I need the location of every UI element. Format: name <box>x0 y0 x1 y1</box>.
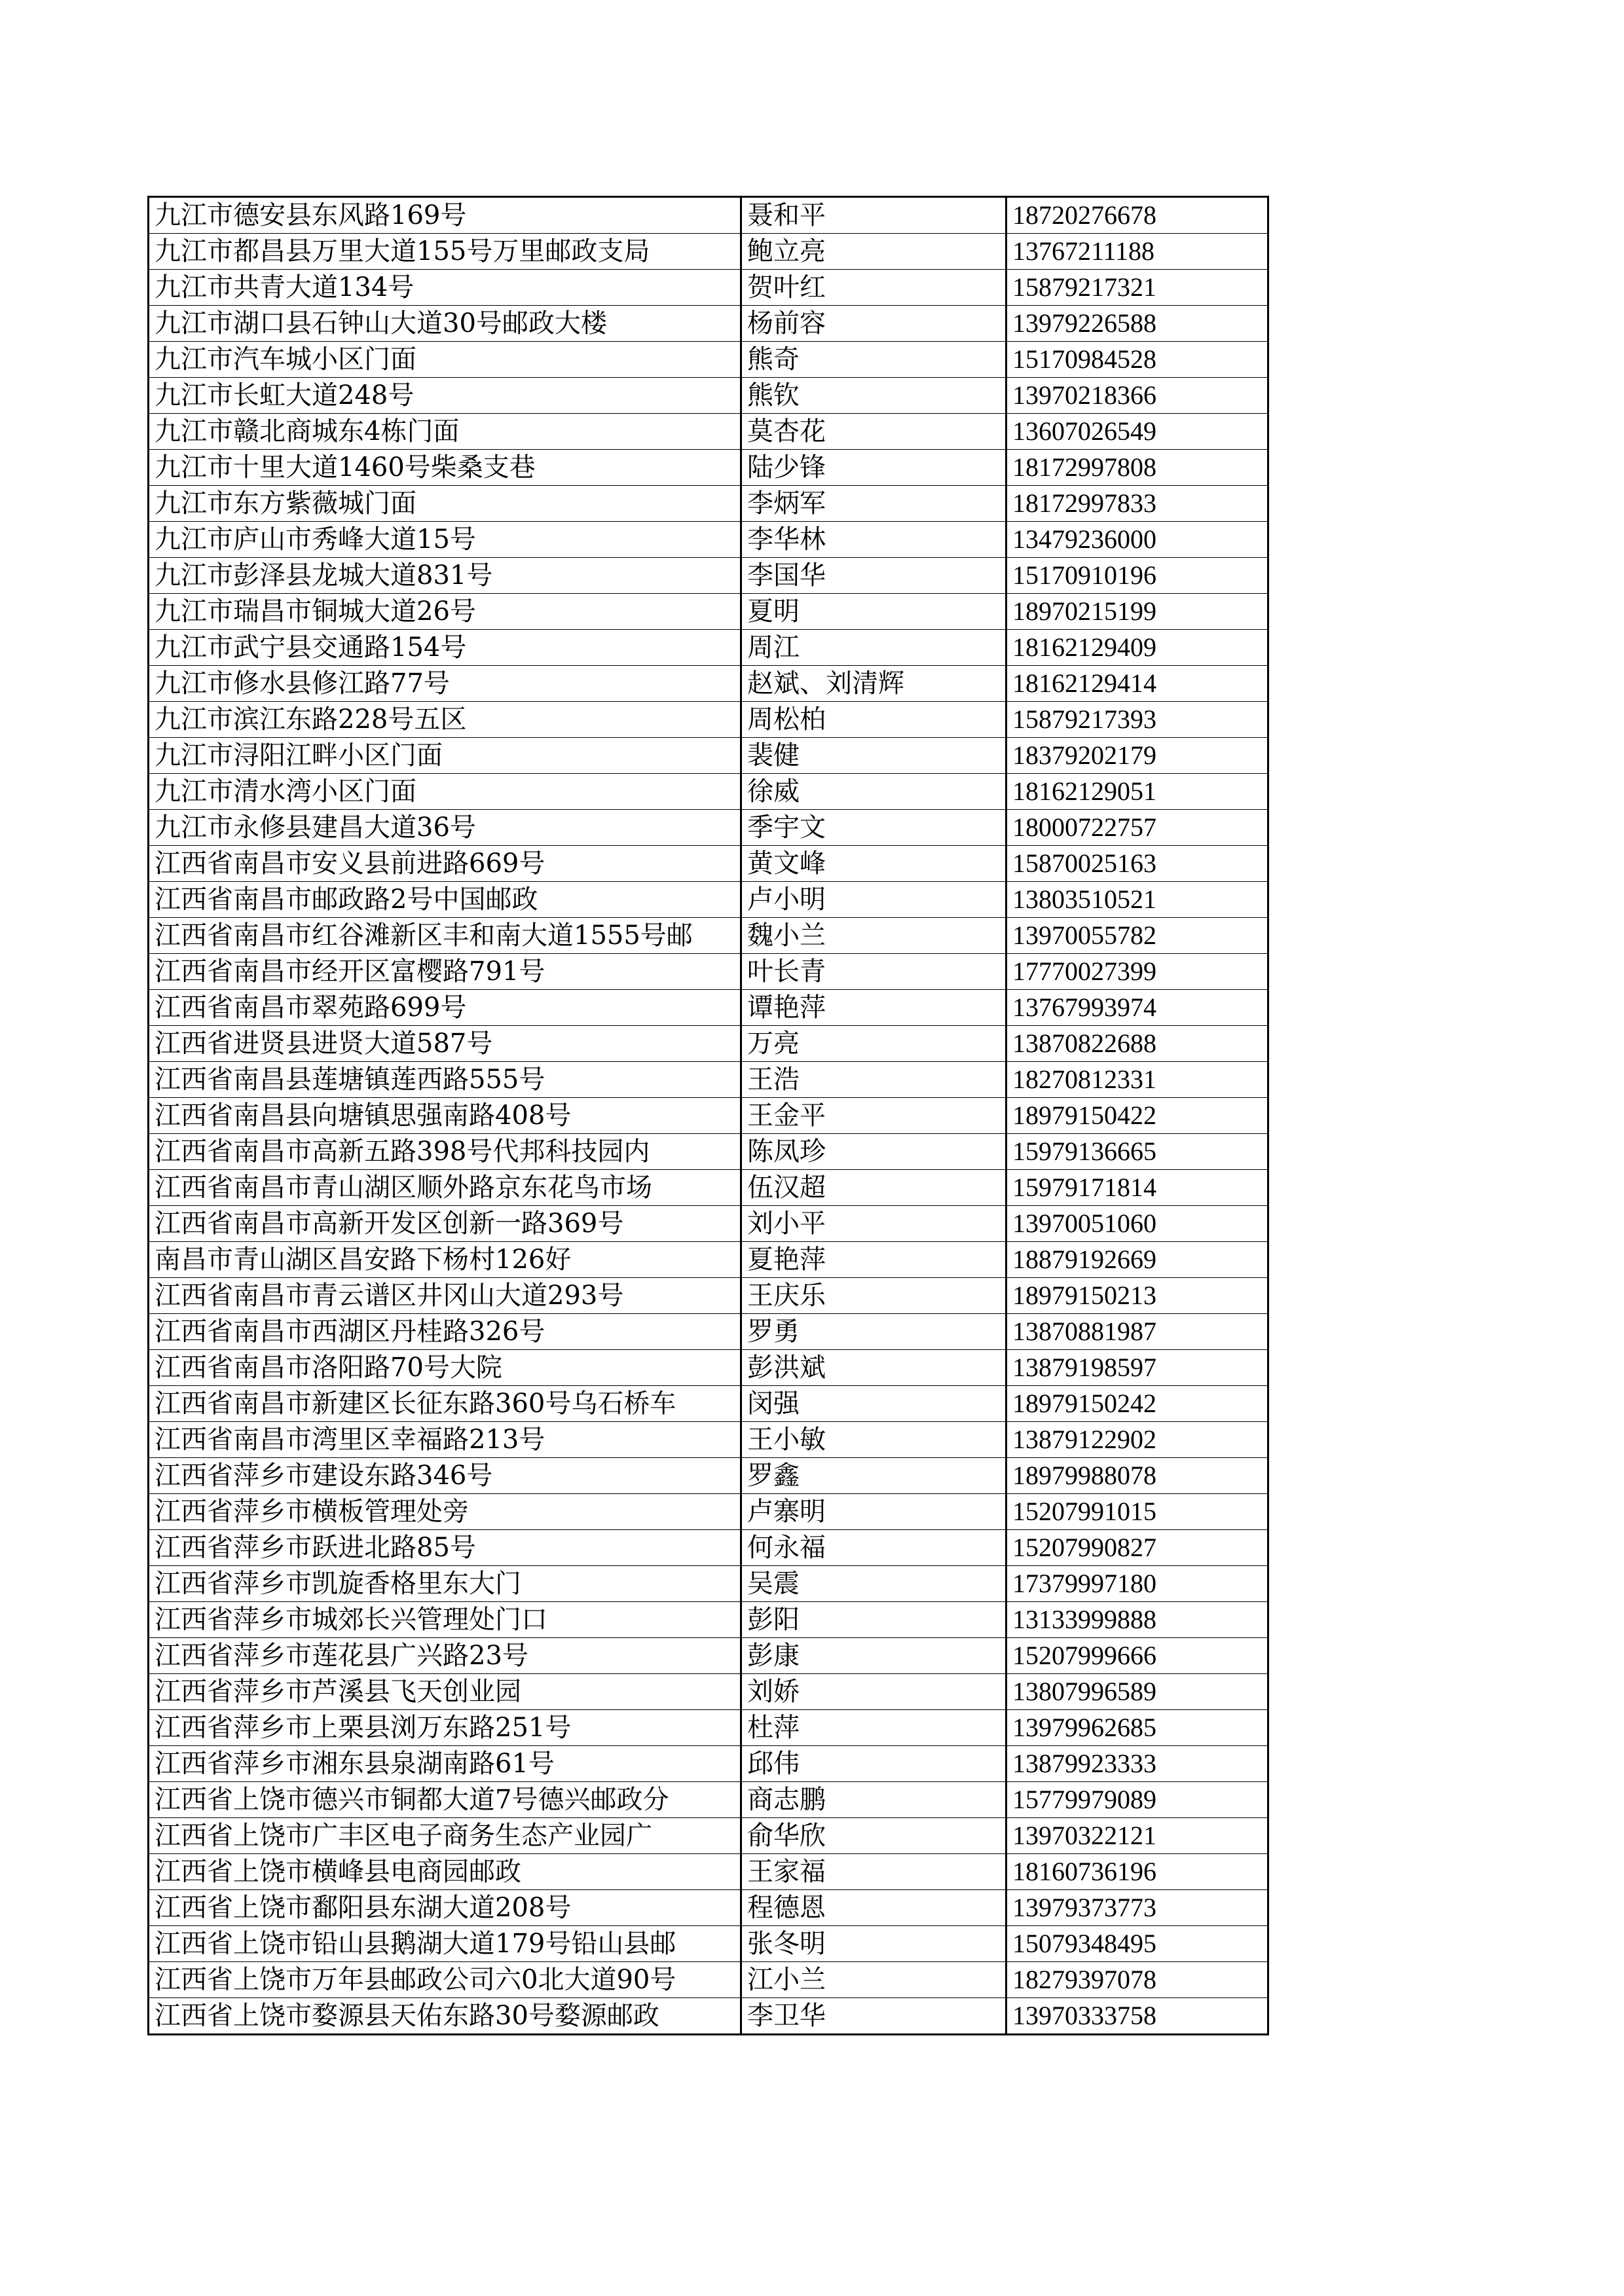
phone-cell: 18172997833 <box>1006 486 1268 522</box>
name-cell: 熊奇 <box>741 342 1006 378</box>
name-cell: 彭康 <box>741 1638 1006 1674</box>
table-row <box>149 1314 1268 1350</box>
address-cell: 江西省上饶市广丰区电子商务生态产业园广 <box>149 1818 741 1854</box>
phone-cell: 13970055782 <box>1006 918 1268 954</box>
name-cell: 熊钦 <box>741 378 1006 414</box>
table-row <box>149 1818 1268 1854</box>
table-row <box>149 1458 1268 1494</box>
name-cell: 谭艳萍 <box>741 990 1006 1026</box>
name-cell: 李华林 <box>741 522 1006 558</box>
table-row <box>149 738 1268 774</box>
address-cell: 江西省萍乡市芦溪县飞天创业园 <box>149 1674 741 1710</box>
phone-cell: 17379997180 <box>1006 1566 1268 1602</box>
address-cell: 江西省南昌市西湖区丹桂路326号 <box>149 1314 741 1350</box>
name-cell: 闵强 <box>741 1386 1006 1422</box>
address-cell: 九江市赣北商城东4栋门面 <box>149 414 741 450</box>
phone-cell: 13870881987 <box>1006 1314 1268 1350</box>
address-cell: 江西省萍乡市横板管理处旁 <box>149 1494 741 1530</box>
name-cell: 叶长青 <box>741 954 1006 990</box>
phone-cell: 18979150422 <box>1006 1098 1268 1134</box>
table-row <box>149 1134 1268 1170</box>
phone-cell: 13607026549 <box>1006 414 1268 450</box>
name-cell: 王家福 <box>741 1854 1006 1890</box>
name-cell: 鲍立亮 <box>741 234 1006 270</box>
table-row <box>149 702 1268 738</box>
name-cell: 程德恩 <box>741 1890 1006 1926</box>
table-row <box>149 378 1268 414</box>
address-cell: 九江市共青大道134号 <box>149 270 741 306</box>
phone-cell: 13970051060 <box>1006 1206 1268 1242</box>
phone-cell: 18979150242 <box>1006 1386 1268 1422</box>
table-row <box>149 270 1268 306</box>
address-cell: 九江市庐山市秀峰大道15号 <box>149 522 741 558</box>
name-cell: 聂和平 <box>741 197 1006 234</box>
phone-cell: 13133999888 <box>1006 1602 1268 1638</box>
table-row <box>149 1098 1268 1134</box>
address-cell: 江西省萍乡市上栗县浏万东路251号 <box>149 1710 741 1746</box>
table-row <box>149 594 1268 630</box>
name-cell: 卢寨明 <box>741 1494 1006 1530</box>
table-row <box>149 774 1268 810</box>
table-row <box>149 1674 1268 1710</box>
address-cell: 江西省南昌市红谷滩新区丰和南大道1555号邮 <box>149 918 741 954</box>
table-row <box>149 1026 1268 1062</box>
table-row <box>149 1386 1268 1422</box>
name-cell: 王金平 <box>741 1098 1006 1134</box>
table-row <box>149 1890 1268 1926</box>
address-cell: 江西省上饶市德兴市铜都大道7号德兴邮政分 <box>149 1782 741 1818</box>
address-cell: 九江市都昌县万里大道155号万里邮政支局 <box>149 234 741 270</box>
address-cell: 九江市修水县修江路77号 <box>149 666 741 702</box>
name-cell: 夏艳萍 <box>741 1242 1006 1278</box>
phone-cell: 15170984528 <box>1006 342 1268 378</box>
phone-cell: 15879217321 <box>1006 270 1268 306</box>
address-cell: 江西省萍乡市莲花县广兴路23号 <box>149 1638 741 1674</box>
table-body <box>149 197 1268 2035</box>
table-row <box>149 522 1268 558</box>
table-row <box>149 1710 1268 1746</box>
phone-cell: 13970322121 <box>1006 1818 1268 1854</box>
phone-cell: 18172997808 <box>1006 450 1268 486</box>
table-row <box>149 558 1268 594</box>
address-cell: 江西省萍乡市湘东县泉湖南路61号 <box>149 1746 741 1782</box>
table-row <box>149 1242 1268 1278</box>
name-cell: 季宇文 <box>741 810 1006 846</box>
phone-cell: 18979988078 <box>1006 1458 1268 1494</box>
phone-cell: 13879923333 <box>1006 1746 1268 1782</box>
name-cell: 李炳军 <box>741 486 1006 522</box>
table-row <box>149 1170 1268 1206</box>
phone-cell: 15779979089 <box>1006 1782 1268 1818</box>
spreadsheet-page <box>147 196 1267 2035</box>
table-row <box>149 486 1268 522</box>
name-cell: 王小敏 <box>741 1422 1006 1458</box>
table-row <box>149 1350 1268 1386</box>
phone-cell: 13870822688 <box>1006 1026 1268 1062</box>
table-row <box>149 1566 1268 1602</box>
address-cell: 九江市十里大道1460号柴桑支巷 <box>149 450 741 486</box>
phone-cell: 18270812331 <box>1006 1062 1268 1098</box>
name-cell: 周松柏 <box>741 702 1006 738</box>
table-row <box>149 234 1268 270</box>
address-cell: 江西省上饶市婺源县天佑东路30号婺源邮政 <box>149 1998 741 2035</box>
phone-cell: 15207991015 <box>1006 1494 1268 1530</box>
name-cell: 罗勇 <box>741 1314 1006 1350</box>
address-cell: 九江市长虹大道248号 <box>149 378 741 414</box>
table-row <box>149 846 1268 882</box>
phone-cell: 18879192669 <box>1006 1242 1268 1278</box>
name-cell: 吴震 <box>741 1566 1006 1602</box>
address-cell: 江西省南昌市新建区长征东路360号乌石桥车 <box>149 1386 741 1422</box>
phone-cell: 18000722757 <box>1006 810 1268 846</box>
name-cell: 伍汉超 <box>741 1170 1006 1206</box>
phone-cell: 13807996589 <box>1006 1674 1268 1710</box>
name-cell: 彭洪斌 <box>741 1350 1006 1386</box>
address-cell: 九江市武宁县交通路154号 <box>149 630 741 666</box>
phone-cell: 13979373773 <box>1006 1890 1268 1926</box>
table-row <box>149 1998 1268 2035</box>
name-cell: 俞华欣 <box>741 1818 1006 1854</box>
address-cell: 江西省南昌市高新五路398号代邦科技园内 <box>149 1134 741 1170</box>
phone-cell: 13479236000 <box>1006 522 1268 558</box>
table-row <box>149 450 1268 486</box>
name-cell: 王庆乐 <box>741 1278 1006 1314</box>
phone-cell: 15207990827 <box>1006 1530 1268 1566</box>
phone-cell: 15979136665 <box>1006 1134 1268 1170</box>
phone-cell: 13970218366 <box>1006 378 1268 414</box>
address-cell: 九江市德安县东风路169号 <box>149 197 741 234</box>
name-cell: 夏明 <box>741 594 1006 630</box>
name-cell: 王浩 <box>741 1062 1006 1098</box>
phone-cell: 15207999666 <box>1006 1638 1268 1674</box>
address-cell: 九江市浔阳江畔小区门面 <box>149 738 741 774</box>
phone-cell: 18162129409 <box>1006 630 1268 666</box>
table-row <box>149 197 1268 234</box>
name-cell: 贺叶红 <box>741 270 1006 306</box>
table-row <box>149 1926 1268 1962</box>
contact-table <box>147 196 1269 2035</box>
phone-cell: 15979171814 <box>1006 1170 1268 1206</box>
phone-cell: 13879198597 <box>1006 1350 1268 1386</box>
address-cell: 江西省南昌市高新开发区创新一路369号 <box>149 1206 741 1242</box>
address-cell: 江西省南昌市湾里区幸福路213号 <box>149 1422 741 1458</box>
name-cell: 徐威 <box>741 774 1006 810</box>
table-row <box>149 1494 1268 1530</box>
table-row <box>149 1602 1268 1638</box>
table-row <box>149 1530 1268 1566</box>
address-cell: 江西省南昌县莲塘镇莲西路555号 <box>149 1062 741 1098</box>
name-cell: 赵斌、刘清辉 <box>741 666 1006 702</box>
name-cell: 周江 <box>741 630 1006 666</box>
address-cell: 江西省南昌市青山湖区顺外路京东花鸟市场 <box>149 1170 741 1206</box>
address-cell: 南昌市青山湖区昌安路下杨村126好 <box>149 1242 741 1278</box>
table-row <box>149 1062 1268 1098</box>
name-cell: 刘娇 <box>741 1674 1006 1710</box>
name-cell: 杜萍 <box>741 1710 1006 1746</box>
name-cell: 陈凤珍 <box>741 1134 1006 1170</box>
phone-cell: 18979150213 <box>1006 1278 1268 1314</box>
table-row <box>149 342 1268 378</box>
name-cell: 商志鹏 <box>741 1782 1006 1818</box>
phone-cell: 18379202179 <box>1006 738 1268 774</box>
name-cell: 彭阳 <box>741 1602 1006 1638</box>
table-row <box>149 1422 1268 1458</box>
table-row <box>149 990 1268 1026</box>
address-cell: 江西省南昌市青云谱区井冈山大道293号 <box>149 1278 741 1314</box>
address-cell: 九江市湖口县石钟山大道30号邮政大楼 <box>149 306 741 342</box>
phone-cell: 13803510521 <box>1006 882 1268 918</box>
phone-cell: 18160736196 <box>1006 1854 1268 1890</box>
table-row <box>149 306 1268 342</box>
address-cell: 九江市永修县建昌大道36号 <box>149 810 741 846</box>
table-row <box>149 630 1268 666</box>
phone-cell: 13970333758 <box>1006 1998 1268 2035</box>
name-cell: 刘小平 <box>741 1206 1006 1242</box>
table-row <box>149 882 1268 918</box>
name-cell: 莫杏花 <box>741 414 1006 450</box>
table-row <box>149 414 1268 450</box>
name-cell: 李国华 <box>741 558 1006 594</box>
address-cell: 江西省上饶市横峰县电商园邮政 <box>149 1854 741 1890</box>
address-cell: 九江市滨江东路228号五区 <box>149 702 741 738</box>
address-cell: 九江市彭泽县龙城大道831号 <box>149 558 741 594</box>
table-row <box>149 1278 1268 1314</box>
phone-cell: 15870025163 <box>1006 846 1268 882</box>
table-row <box>149 1206 1268 1242</box>
name-cell: 裴健 <box>741 738 1006 774</box>
table-row <box>149 1782 1268 1818</box>
table-row <box>149 810 1268 846</box>
phone-cell: 15079348495 <box>1006 1926 1268 1962</box>
address-cell: 江西省萍乡市凯旋香格里东大门 <box>149 1566 741 1602</box>
phone-cell: 13979226588 <box>1006 306 1268 342</box>
address-cell: 江西省南昌市经开区富樱路791号 <box>149 954 741 990</box>
table-row <box>149 918 1268 954</box>
name-cell: 黄文峰 <box>741 846 1006 882</box>
address-cell: 江西省萍乡市跃进北路85号 <box>149 1530 741 1566</box>
phone-cell: 13979962685 <box>1006 1710 1268 1746</box>
phone-cell: 18279397078 <box>1006 1962 1268 1998</box>
table-row <box>149 666 1268 702</box>
phone-cell: 13767211188 <box>1006 234 1268 270</box>
address-cell: 江西省上饶市铅山县鹅湖大道179号铅山县邮 <box>149 1926 741 1962</box>
name-cell: 何永福 <box>741 1530 1006 1566</box>
address-cell: 九江市汽车城小区门面 <box>149 342 741 378</box>
phone-cell: 18720276678 <box>1006 197 1268 234</box>
phone-cell: 17770027399 <box>1006 954 1268 990</box>
name-cell: 魏小兰 <box>741 918 1006 954</box>
table-row <box>149 1638 1268 1674</box>
address-cell: 江西省萍乡市建设东路346号 <box>149 1458 741 1494</box>
phone-cell: 18162129414 <box>1006 666 1268 702</box>
name-cell: 张冬明 <box>741 1926 1006 1962</box>
phone-cell: 18970215199 <box>1006 594 1268 630</box>
address-cell: 江西省南昌市安义县前进路669号 <box>149 846 741 882</box>
address-cell: 江西省上饶市鄱阳县东湖大道208号 <box>149 1890 741 1926</box>
name-cell: 陆少锋 <box>741 450 1006 486</box>
phone-cell: 13879122902 <box>1006 1422 1268 1458</box>
address-cell: 九江市清水湾小区门面 <box>149 774 741 810</box>
address-cell: 江西省上饶市万年县邮政公司六0北大道90号 <box>149 1962 741 1998</box>
table-row <box>149 954 1268 990</box>
name-cell: 卢小明 <box>741 882 1006 918</box>
address-cell: 九江市瑞昌市铜城大道26号 <box>149 594 741 630</box>
table-row <box>149 1746 1268 1782</box>
address-cell: 江西省南昌市翠苑路699号 <box>149 990 741 1026</box>
phone-cell: 15170910196 <box>1006 558 1268 594</box>
address-cell: 江西省进贤县进贤大道587号 <box>149 1026 741 1062</box>
address-cell: 江西省南昌市邮政路2号中国邮政 <box>149 882 741 918</box>
name-cell: 邱伟 <box>741 1746 1006 1782</box>
address-cell: 九江市东方紫薇城门面 <box>149 486 741 522</box>
name-cell: 李卫华 <box>741 1998 1006 2035</box>
name-cell: 万亮 <box>741 1026 1006 1062</box>
phone-cell: 13767993974 <box>1006 990 1268 1026</box>
table-row <box>149 1962 1268 1998</box>
phone-cell: 18162129051 <box>1006 774 1268 810</box>
table-row <box>149 1854 1268 1890</box>
address-cell: 江西省萍乡市城郊长兴管理处门口 <box>149 1602 741 1638</box>
phone-cell: 15879217393 <box>1006 702 1268 738</box>
address-cell: 江西省南昌县向塘镇思强南路408号 <box>149 1098 741 1134</box>
name-cell: 罗鑫 <box>741 1458 1006 1494</box>
address-cell: 江西省南昌市洛阳路70号大院 <box>149 1350 741 1386</box>
name-cell: 江小兰 <box>741 1962 1006 1998</box>
name-cell: 杨前容 <box>741 306 1006 342</box>
